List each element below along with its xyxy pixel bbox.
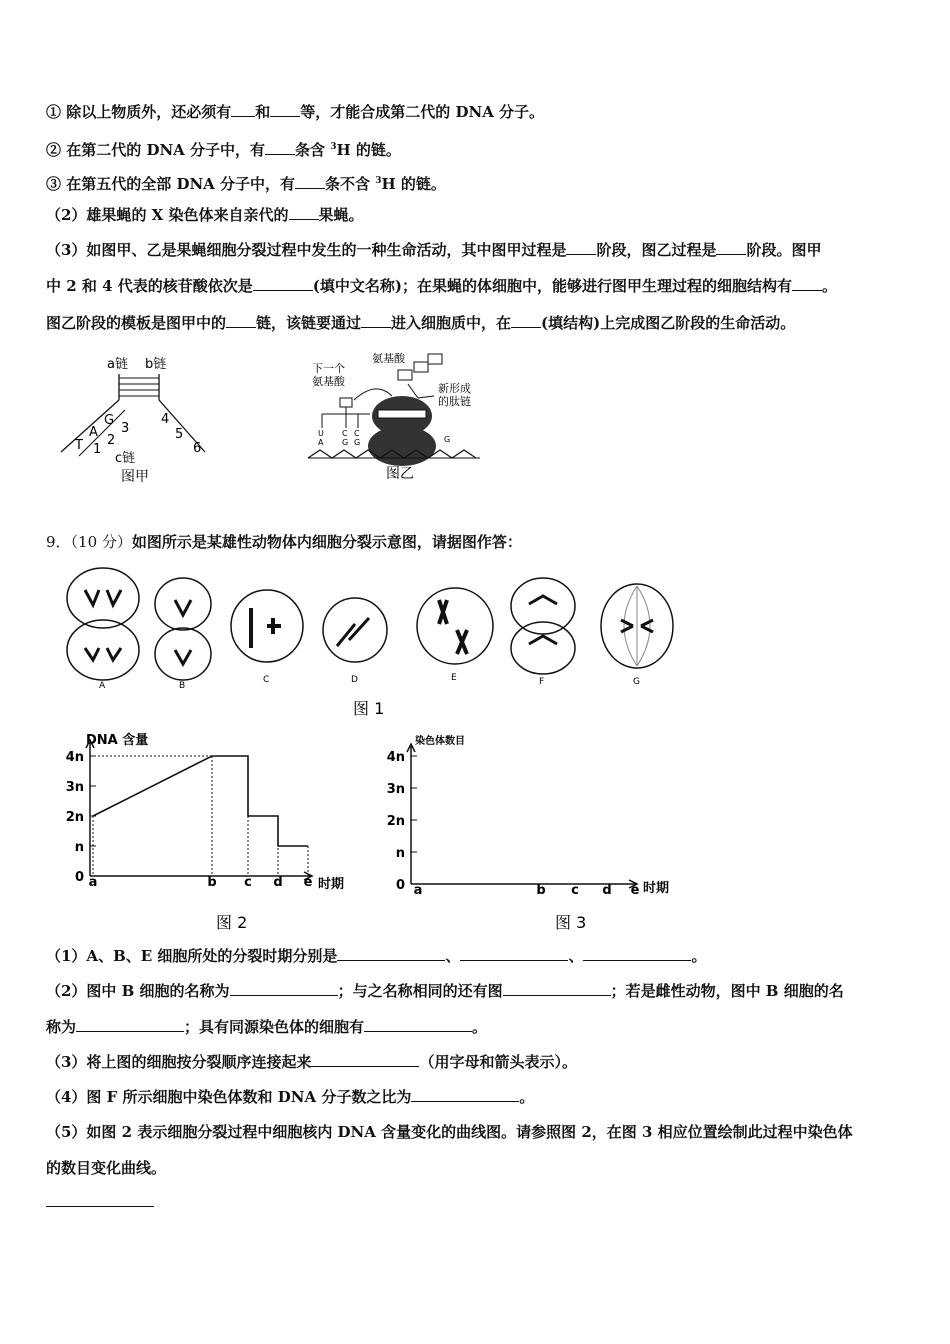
c-strand <box>79 410 125 456</box>
answer-blank[interactable] <box>265 140 295 155</box>
num-3: 3 <box>121 421 130 436</box>
answer-blank[interactable] <box>289 205 319 220</box>
y-tick-label: 3n <box>386 782 405 797</box>
chart3-ticks <box>387 744 640 898</box>
text: 。 <box>472 1018 488 1036</box>
text: ；与之名称相同的还有图 <box>337 982 503 1000</box>
chart-chromosome-number <box>385 728 685 934</box>
text: ① 除以上物质外，还必须有 <box>46 103 232 121</box>
answer-blank[interactable] <box>231 102 255 117</box>
text: ；具有同源染色体的细胞有 <box>184 1018 365 1036</box>
figure-yi <box>300 350 500 488</box>
chart2-xlabel: 时期 <box>318 877 345 892</box>
text: H 的链。 <box>381 175 446 193</box>
answer-blank[interactable] <box>311 1052 419 1067</box>
text: （2）雄果蝇的 X 染色体来自亲代的 <box>46 206 289 224</box>
num-6: 6 <box>193 441 202 456</box>
y-tick-label: 2n <box>386 814 405 829</box>
text: 条不含 <box>325 175 376 193</box>
trna-aa <box>340 398 352 407</box>
chart3-xlabel: 时期 <box>643 881 670 896</box>
y-tick-label: 4n <box>386 750 405 765</box>
line-1 <box>46 102 544 122</box>
cell-D <box>323 598 387 662</box>
text: 中 2 和 4 代表的核苷酸依次是 <box>46 277 253 295</box>
text: （3）将上图的细胞按分裂顺序连接起来 <box>46 1053 312 1071</box>
q9-line-5 <box>46 1087 534 1107</box>
text: 。 <box>691 947 707 965</box>
line-6 <box>46 276 837 296</box>
text: 等，才能合成第二代的 DNA 分子。 <box>300 103 545 121</box>
cell-F <box>511 578 575 674</box>
cell-label-C: C <box>263 675 270 685</box>
answer-blank[interactable] <box>503 981 611 996</box>
x-tick-label: c <box>244 875 252 890</box>
line-5 <box>46 240 821 260</box>
base-U: U <box>318 429 324 438</box>
num-5: 5 <box>175 427 184 442</box>
x-tick-label: d <box>602 883 612 898</box>
chart3-ylabel: 染色体数目 <box>415 736 465 747</box>
caption-yi: 图乙 <box>386 466 414 482</box>
y-tick-label: 0 <box>74 870 84 885</box>
question-number: 9．（10 分） <box>46 533 132 551</box>
answer-blank[interactable] <box>226 313 256 328</box>
answer-blank[interactable] <box>253 276 313 291</box>
superscript: 3 <box>330 142 337 152</box>
base-C: C <box>354 429 360 438</box>
figure-1-caption: 图 1 <box>353 699 385 718</box>
text: （1）A、B、E 细胞所处的分裂时期分别是 <box>46 947 338 965</box>
base-G: G <box>444 435 451 444</box>
num-4: 4 <box>161 412 170 427</box>
base-G: G <box>342 438 349 447</box>
q9-line-7 <box>46 1158 166 1178</box>
y-tick-label: 3n <box>65 780 84 795</box>
text: (填中文名称)；在果蝇的体细胞中，能够进行图甲生理过程的细胞结构有 <box>312 277 792 295</box>
answer-blank[interactable] <box>792 276 822 291</box>
text: ；若是雌性动物，图中 B 细胞的名 <box>610 982 844 1000</box>
y-tick-label: 0 <box>395 878 405 893</box>
line-7 <box>46 313 795 333</box>
text: 和 <box>255 103 271 121</box>
y-tick-label: n <box>395 846 405 861</box>
label-amino-acid: 氨基酸 <box>372 352 405 365</box>
text: 进入细胞质中，在 <box>391 314 512 332</box>
answer-blank[interactable] <box>583 946 691 961</box>
cell-G <box>601 584 673 668</box>
line-2 <box>46 137 401 160</box>
base-C: C <box>342 429 348 438</box>
y-tick-label: 2n <box>65 810 84 825</box>
base-A: A <box>318 438 324 447</box>
arrow <box>418 396 434 398</box>
x-tick-label: a <box>88 875 98 890</box>
text: 果蝇。 <box>318 206 364 224</box>
q9-heading <box>46 532 522 552</box>
peptide-unit <box>398 370 412 380</box>
label-new-1: 新形成 <box>438 382 471 395</box>
text: 。 <box>519 1088 535 1106</box>
text: 阶段。图甲 <box>746 241 822 259</box>
base-G: G <box>354 438 361 447</box>
base-G: G <box>104 413 115 428</box>
cell-label-E: E <box>451 673 457 683</box>
cell-B <box>155 578 211 680</box>
text: 称为 <box>46 1018 77 1036</box>
chart3-title: 图 3 <box>555 913 587 932</box>
chart-dna-content <box>60 728 360 934</box>
x-tick-label: b <box>207 875 217 890</box>
text: 图乙阶段的模板是图甲中的 <box>46 314 227 332</box>
figure-jia <box>55 352 225 490</box>
answer-blank[interactable] <box>364 1017 472 1032</box>
num-2: 2 <box>107 433 116 448</box>
answer-blank[interactable] <box>270 102 300 117</box>
base-A: A <box>89 425 98 440</box>
chart2-ylabel: DNA 含量 <box>86 733 149 748</box>
answer-blank[interactable] <box>566 240 596 255</box>
answer-blank[interactable] <box>716 240 746 255</box>
text: （用字母和箭头表示）。 <box>419 1053 577 1071</box>
answer-blank[interactable] <box>361 313 391 328</box>
question-title: 如图所示是某雄性动物体内细胞分裂示意图，请据图作答： <box>131 533 522 551</box>
answer-blank[interactable] <box>76 1017 184 1032</box>
answer-blank[interactable] <box>295 174 325 189</box>
answer-blank[interactable] <box>46 1192 154 1207</box>
answer-blank[interactable] <box>411 1087 519 1102</box>
x-tick-label: e <box>630 883 640 898</box>
q9-line-2 <box>46 981 844 1001</box>
text: 链，该链要通过 <box>256 314 362 332</box>
q9-line-4 <box>46 1052 577 1072</box>
figure-1-cells <box>55 560 695 720</box>
text: （3）如图甲、乙是果蝇细胞分裂过程中发生的一种生命活动，其中图甲过程是 <box>46 241 567 259</box>
text: 、 <box>568 947 584 965</box>
connector <box>408 384 418 398</box>
x-tick-label: b <box>536 883 546 898</box>
text: 。 <box>821 277 837 295</box>
num-1: 1 <box>93 442 102 457</box>
cell-label-A: A <box>99 681 106 691</box>
text: （4）图 F 所示细胞中染色体数和 DNA 分子数之比为 <box>46 1088 412 1106</box>
chart2-title: 图 2 <box>216 913 248 932</box>
label-b-chain: b链 <box>145 357 167 372</box>
dna-series-line <box>93 756 308 846</box>
text: ② 在第二代的 DNA 分子中，有 <box>46 141 266 159</box>
line-3 <box>46 171 446 194</box>
text: （2）图中 B 细胞的名称为 <box>46 982 230 1000</box>
label-new-2: 的肽链 <box>438 395 471 408</box>
text: H 的链。 <box>336 141 401 159</box>
answer-blank[interactable] <box>460 946 568 961</box>
base-T: T <box>75 438 83 453</box>
text: ③ 在第五代的全部 DNA 分子中，有 <box>46 175 296 193</box>
cell-E <box>417 588 493 664</box>
peptide-unit <box>414 362 428 372</box>
x-tick-label: e <box>303 875 313 890</box>
cell-label-F: F <box>539 677 545 687</box>
cell-C <box>231 590 303 662</box>
q9-line-3 <box>46 1017 487 1037</box>
chart2-ticks <box>66 740 313 890</box>
text: (填结构)上完成图乙阶段的生命活动。 <box>541 314 796 332</box>
x-tick-label: a <box>413 883 423 898</box>
cell-A <box>67 568 139 680</box>
cell-label-D: D <box>351 675 358 685</box>
label-next-2: 氨基酸 <box>312 375 345 388</box>
text: （5）如图 2 表示细胞分裂过程中细胞核内 DNA 含量变化的曲线图。请参照图 2，在图 3 相应位置绘制此过程中染色体 <box>46 1123 853 1141</box>
label-next-1: 下一个 <box>312 362 345 375</box>
q9-line-1 <box>46 946 706 966</box>
chart2-marks <box>90 756 308 876</box>
x-tick-label: c <box>571 883 579 898</box>
superscript: 3 <box>375 176 382 186</box>
line-4 <box>46 205 364 225</box>
ribosome-site <box>378 410 426 418</box>
cell-label-B: B <box>179 681 186 691</box>
text: 阶段，图乙过程是 <box>596 241 717 259</box>
answer-blank[interactable] <box>230 981 338 996</box>
text: 条含 <box>295 141 331 159</box>
text: 的数目变化曲线。 <box>46 1159 167 1177</box>
peptide-unit <box>428 354 442 364</box>
text: 、 <box>445 947 461 965</box>
ribosome-small <box>368 426 436 466</box>
cell-label-G: G <box>633 677 640 687</box>
answer-blank[interactable] <box>511 313 541 328</box>
trna-path <box>354 389 392 400</box>
q9-line-6 <box>46 1122 853 1142</box>
answer-blank[interactable] <box>337 946 445 961</box>
label-a-chain: a链 <box>107 357 128 372</box>
label-c-chain: c链 <box>115 451 136 466</box>
x-tick-label: d <box>273 875 283 890</box>
caption-jia: 图甲 <box>121 469 149 485</box>
y-tick-label: 4n <box>65 750 84 765</box>
y-tick-label: n <box>74 840 84 855</box>
